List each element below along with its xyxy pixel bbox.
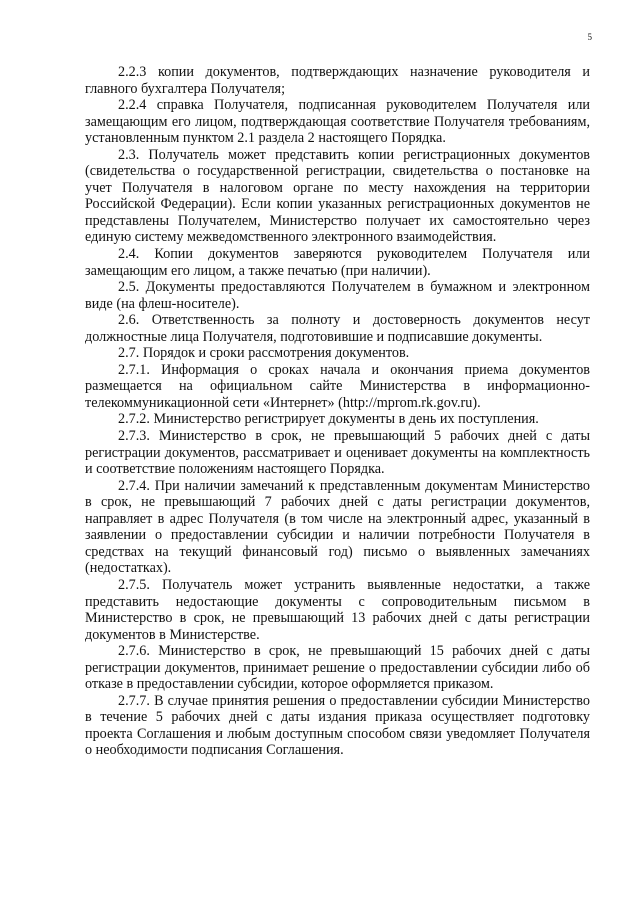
paragraph-2-6: 2.6. Ответственность за полноту и достоверность документов несут должностные лица Получателя, подготовившие и подписавшие документы.: [85, 312, 590, 345]
document-body: [85, 64, 590, 759]
paragraph-2-3: 2.3. Получатель может представить копии регистрационных документов (свидетельства о государственной регистрации, свидетельства о постановке на учет Получателя в налоговом органе по месту нахождения на территории Российской Федерации). Если копии указанных регистрационных документов не представлены Получателем, Министерство получает их самостоятельно через единую систему межведомственного электронного взаимодействия.: [85, 146, 590, 246]
paragraph-2-7-5: 2.7.5. Получатель может устранить выявленные недостатки, а также представить недостающие документы с сопроводительным письмом в Министерство в срок, не превышающий 13 рабочих дней с даты регистрации документов в Министерстве.: [85, 576, 590, 643]
paragraph-2-7-4: 2.7.4. При наличии замечаний к представленным документам Министерство в срок, не превышающий 7 рабочих дней с даты регистрации документов, направляет в адрес Получателя (в том числе на электронный адрес, указанный в заявлении о предоставлении субсидии и наличии потребности Получателя в средствах на текущий финансовый год) письмо о выявленных замечаниях (недостатках).: [85, 477, 590, 577]
paragraph-2-7-6: 2.7.6. Министерство в срок, не превышающий 15 рабочих дней с даты регистрации документов, принимает решение о предоставлении субсидии либо об отказе в предоставлении субсидии, которое оформляется приказом.: [85, 643, 590, 693]
paragraph-2-4: 2.4. Копии документов заверяются руководителем Получателя или замещающим его лицом, а также печатью (при наличии).: [85, 246, 590, 279]
paragraph-2-7: 2.7. Порядок и сроки рассмотрения документов.: [118, 345, 410, 362]
paragraph-2-2-4: 2.2.4 справка Получателя, подписанная руководителем Получателя или замещающим его лицом, подтверждающая соответствие Получателя требованиям, установленным пунктом 2.1 раздела 2 настоящего Порядка.: [85, 97, 590, 147]
paragraph-2-2-3: 2.2.3 копии документов, подтверждающих назначение руководителя и главного бухгалтера Получателя;: [85, 64, 590, 97]
page-number: 5: [587, 32, 592, 42]
paragraph-2-7-3: 2.7.3. Министерство в срок, не превышающий 5 рабочих дней с даты регистрации документов, рассматривает и оценивает документы на комплектность и соответствие положениям настоящего Порядка.: [85, 428, 590, 478]
paragraph-2-7-7: 2.7.7. В случае принятия решения о предоставлении субсидии Министерство в течение 5 рабочих дней с даты издания приказа осуществляет подготовку проекта Соглашения и любым доступным способом связи уведомляет Получателя о необходимости подписания Соглашения.: [85, 692, 590, 759]
paragraph-2-7-1: 2.7.1. Информация о сроках начала и окончания приема документов размещается на официальном сайте Министерства в информационно-телекоммуникационной сети «Интернет» (http://mprom.rk.gov.ru).: [85, 361, 590, 411]
paragraph-2-5: 2.5. Документы предоставляются Получателем в бумажном и электронном виде (на флеш-носителе).: [85, 279, 590, 312]
paragraph-2-7-2: 2.7.2. Министерство регистрирует документы в день их поступления.: [118, 411, 539, 428]
